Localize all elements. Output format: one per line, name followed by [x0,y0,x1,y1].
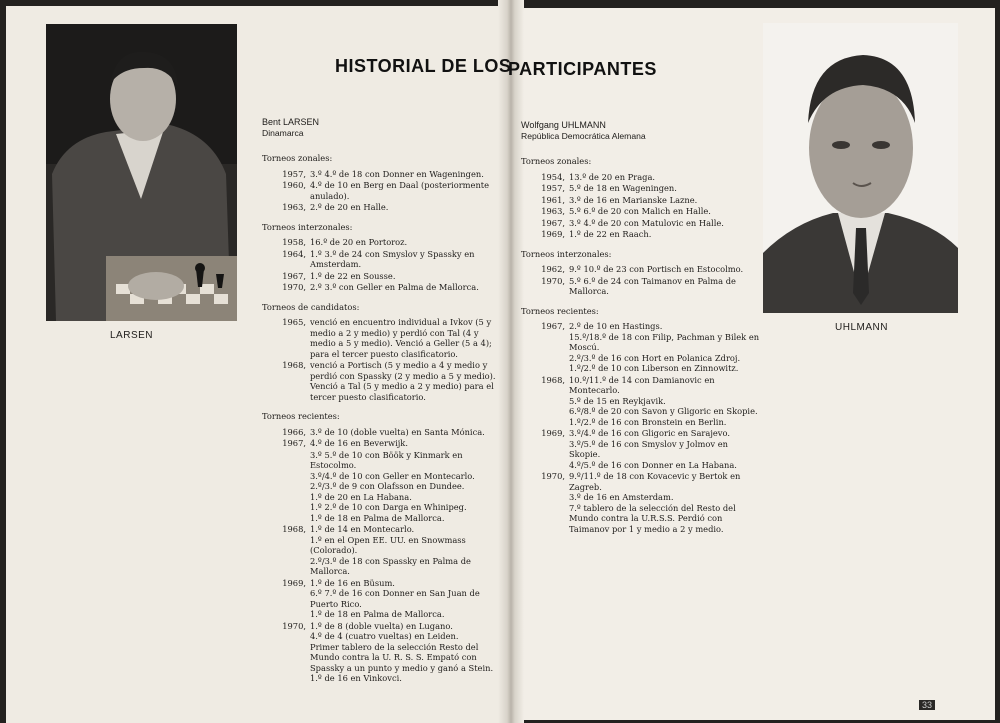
list-item: 1966, 3.º de 10 (doble vuelta) en Santa Mónica. [282,426,485,437]
larsen-recent-heading: Torneos recientes: [262,411,340,421]
larsen-zonal-list [262,169,498,213]
larsen-country: Dinamarca [262,127,304,138]
list-item: 1970, 9.º/11.º de 18 con Kovacevic y Bertok en Zagreb. 3.º de 16 en Amsterdam. 7.º tablero de la selección del Resto del Mundo contra la U.R.S.S. Perdió con Taimanov por 1 y medio a 2 y medio. [541,471,741,534]
larsen-candidates-heading: Torneos de candidatos: [262,301,360,312]
larsen-candidates-list [262,317,498,402]
uhlmann-caption: UHLMANN [835,322,888,333]
list-item: 1968, venció a Portisch (5 y medio a 4 y medio y perdió con Spassky (2 y medio a 5 y medio). Venció a Tal (5 y medio a 2 y medio) para el tercer puesto clasificatorio. [282,360,496,402]
uhlmann-country: República Democrática Alemana [521,130,646,141]
larsen-column [262,117,498,685]
list-item: 1962, 9.º 10.º de 23 con Portisch en Estocolmo. [541,264,744,274]
list-item: 3.º 5.º de 10 con Böök y Kinmark en Estocolmo. 3.º/4.º de 10 con Geller en Montecarlo. 2.º/3.º de 9 con Olafsson en Dundee. 1.º de 20 en La Habana. 1.º 2.º de 10 con Darga en Whinipeg. 1.º de 18 en Palma de Mallorca. [310,449,475,523]
page-corner-tag: 33 [919,700,935,710]
list-item: 1967, 2.º de 10 en Hastings. 15.º/18.º de 18 con Filip, Pachman y Bilek en Moscú. 2.º/3.º de 16 con Hort en Polanica Zdroj. 1.º/2.º de 10 con Liberson en Zinnowitz. [541,321,760,373]
list-item: 1960, 4.º de 10 en Berg en Daal (posteriormente anulado). [282,180,490,201]
larsen-recent-list [262,427,498,684]
uhlmann-zonal-list [521,172,761,240]
list-item: 1969, 1.º de 22 en Raach. [541,229,652,239]
larsen-interzonal-list [262,237,498,293]
uhlmann-photo [763,23,958,313]
list-item: 1965, venció en encuentro individual a Ivkov (5 y medio a 2 y medio) y perdió con Tal (4 y medio a 5 y medio). Venció a Geller (5 a 4); para el tercer puesto clasificatorio. [282,317,492,359]
list-item: 1970, 2.º 3.º con Geller en Palma de Mallorca. [282,282,479,292]
list-item: 1957, 5.º de 18 en Wageningen. [541,183,677,193]
list-item: 1967, 4.º de 16 en Beverwijk. [282,438,408,448]
uhlmann-recent-list [521,321,761,534]
list-item: 1963, 2.º de 20 en Halle. [282,202,389,212]
list-item: 1954, 13.º de 20 en Praga. [541,171,656,182]
list-item: 1970, 1.º de 8 (doble vuelta) en Lugano. 4.º de 4 (cuatro vueltas) en Leiden. Primer tablero de la selección Resto del Mundo contra la U. R. S. S. Empató con Spassky a un punto y medio y ganó a Stein. 1.º de 16 en Vinkovci. [282,620,494,683]
list-item: 1958, 16.º de 20 en Portoroz. [282,237,408,247]
larsen-zonal-heading: Torneos zonales: [262,153,333,163]
list-item: 1970, 5.º 6.º de 24 con Taimanov en Palma de Mallorca. [541,275,736,296]
list-item: 1967, 3.º 4.º de 20 con Matulovic en Halle. [541,217,724,228]
list-item: 1964, 1.º 3.º de 24 con Smyslov y Spassky en Amsterdam. [282,248,475,269]
uhlmann-recent-heading: Torneos recientes: [521,305,599,316]
larsen-photo [46,24,237,321]
uhlmann-name: Wolfgang UHLMANN [521,120,606,130]
list-item: 1961, 3.º de 16 en Marianske Lazne. [541,194,698,205]
list-item: 1969, 1.º de 16 en Büsum. 6.º 7.º de 16 con Donner en San Juan de Puerto Rico. 1.º de 18 en Palma de Mallorca. [282,577,480,619]
list-item: 1969, 3.º/4.º de 16 con Gligoric en Sarajevo. 3.º/5.º de 16 con Smyslov y Jolmov en Skopie. 4.º/5.º de 16 con Donner en La Habana. [541,428,737,470]
list-item: 1963, 5.º 6.º de 20 con Malich en Halle. [541,206,711,216]
larsen-interzonal-heading: Torneos interzonales: [262,221,353,232]
list-item: 1968, 1.º de 14 en Montecarlo. 1.º en el Open EE. UU. en Snowmass (Colorado). 2.º/3.º de 18 con Spassky en Palma de Mallorca. [282,524,471,576]
uhlmann-interzonal-list [521,264,761,297]
uhlmann-zonal-heading: Torneos zonales: [521,156,592,166]
list-item: 1968, 10.º/11.º de 14 con Damianovic en Montecarlo. 5.º de 15 en Reykjavik. 6.º/8.º de 20 con Savon y Gligoric en Skopie. 1.º/2.º de 16 con Bronstein en Berlin. [541,374,758,427]
title-right: PARTICIPANTES [508,59,657,79]
larsen-caption: LARSEN [110,330,154,341]
title-left: HISTORIAL DE LOS [335,56,512,76]
larsen-name: Bent LARSEN [262,117,320,127]
list-item: 1957, 3.º 4.º de 18 con Donner en Wageningen. [282,168,484,179]
uhlmann-interzonal-heading: Torneos interzonales: [521,248,612,259]
uhlmann-column [521,120,761,535]
list-item: 1967, 1.º de 22 en Sousse. [282,270,396,281]
